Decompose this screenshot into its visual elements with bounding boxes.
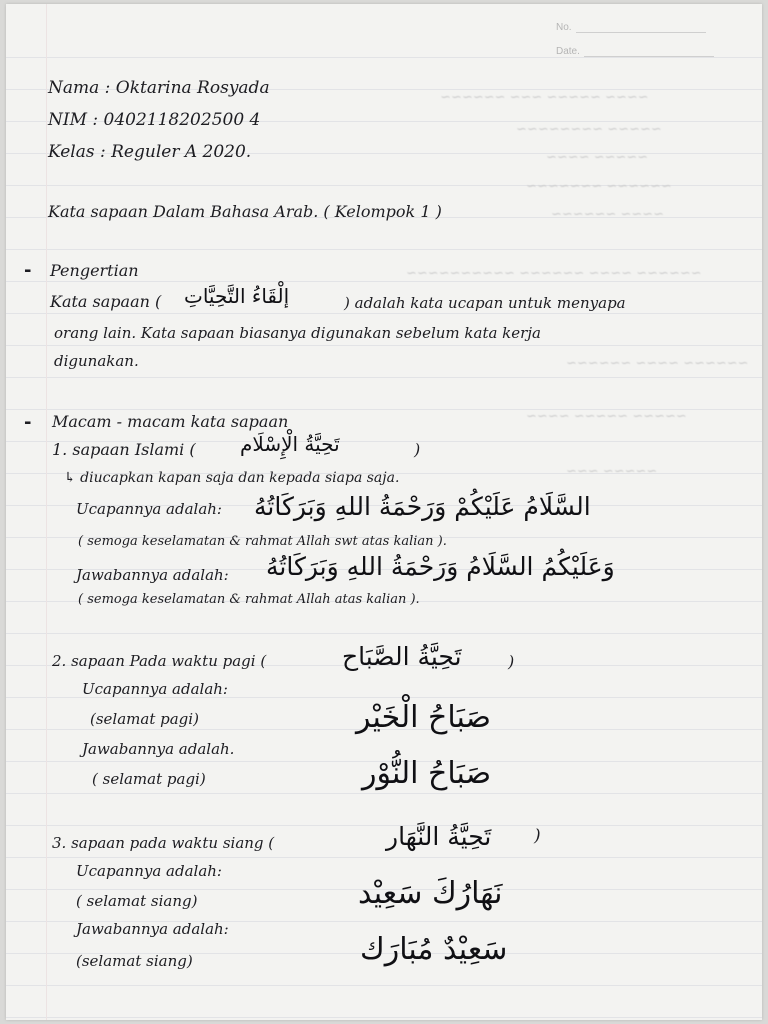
pengertian-bullet: - <box>24 260 32 281</box>
item-3-title-close: ) <box>534 826 541 846</box>
item-2-title-close: ) <box>508 652 515 671</box>
date-label: Date. <box>556 46 580 57</box>
item-2-ucapan-label: Ucapannya adalah: <box>82 680 228 698</box>
bleed-through-mark: ~~~~~~ ~~~~~~~ <box>526 179 672 194</box>
item-3-ucapan-meaning: ( selamat siang) <box>76 892 198 910</box>
bleed-through-mark: ~~~~~ ~~~ <box>566 464 658 479</box>
item-3-jawaban-arabic: سَعِيْدٌ مُبَارَك <box>360 932 508 967</box>
bleed-through-mark: ~~~~ ~~~~~~ <box>551 207 665 222</box>
bleed-through-mark: ~~~~ ~~~~~ ~~~ ~~~~~~ <box>436 90 653 105</box>
item-1-title-arabic: تَحِيَّةُ الْإِسْلَام <box>240 432 340 456</box>
item-2-jawaban-label: Jawabannya adalah. <box>82 740 235 758</box>
item-2-title-arabic: تَحِيَّةُ الصَّبَاح <box>342 642 462 671</box>
pengertian-line-1-end: ) adalah kata ucapan untuk menyapa <box>344 294 626 312</box>
macam-heading: Macam - macam kata sapaan <box>52 412 289 431</box>
bleed-through-mark: ~~~~~ ~~~~~ ~~~~ <box>526 409 687 424</box>
item-1-title: 1. sapaan Islami ( <box>52 440 196 459</box>
pengertian-line-3: digunakan. <box>54 352 139 370</box>
class-line: Kelas : Reguler A 2020. <box>48 142 252 162</box>
student-id-line: NIM : 0402118202500 4 <box>48 110 261 130</box>
item-2-jawaban-meaning: ( selamat pagi) <box>92 770 206 788</box>
item-3-ucapan-arabic: نَهَارُكَ سَعِيْد <box>358 876 503 911</box>
item-1-note: ↳ diucapkan kapan saja dan kepada siapa saja. <box>64 470 400 486</box>
item-3-jawaban-meaning: (selamat siang) <box>76 952 193 970</box>
item-3-title: 3. sapaan pada waktu siang ( <box>52 834 275 852</box>
item-2-ucapan-arabic: صَبَاحُ الْخَيْر <box>356 700 492 735</box>
item-2-jawaban-arabic: صَبَاحُ النُّوْر <box>362 756 492 791</box>
item-1-jawaban-meaning: ( semoga keselamatan & rahmat Allah atas kalian ). <box>78 592 420 607</box>
item-1-title-close: ) <box>414 440 421 459</box>
pengertian-line-1-start: Kata sapaan ( <box>50 292 162 311</box>
topic-title: Kata sapaan Dalam Bahasa Arab. ( Kelompok 1 ) <box>48 202 442 221</box>
item-3-ucapan-label: Ucapannya adalah: <box>76 862 222 880</box>
item-1-jawaban-arabic: وَعَلَيْكُمُ السَّلَامُ وَرَحْمَةُ اللهِ وَبَرَكَاتُهُ <box>266 552 615 581</box>
item-3-jawaban-label: Jawabannya adalah: <box>76 920 229 938</box>
item-1-ucapan-arabic: السَّلَامُ عَلَيْكُمْ وَرَحْمَةُ اللهِ وَبَرَكَاتُهُ <box>254 492 591 521</box>
item-1-ucapan-label: Ucapannya adalah: <box>76 500 222 518</box>
name-line: Nama : Oktarina Rosyada <box>48 78 270 98</box>
pengertian-line-2: orang lain. Kata sapaan biasanya digunakan sebelum kata kerja <box>54 324 541 342</box>
item-1-ucapan-meaning: ( semoga keselamatan & rahmat Allah swt atas kalian ). <box>78 534 447 549</box>
macam-bullet: - <box>24 412 32 433</box>
pengertian-heading: Pengertian <box>50 261 139 280</box>
bleed-through-mark: ~~~~~ ~~~~~~~~ <box>516 122 662 137</box>
number-field <box>556 22 706 33</box>
item-1-jawaban-label: Jawabannya adalah: <box>76 566 229 584</box>
pengertian-arabic-term: إلْقَاءُ التَّحِيَّاتِ <box>184 284 290 308</box>
margin-line <box>46 4 47 1020</box>
bleed-through-mark: ~~~~~~ ~~~~ ~~~~~~ <box>566 356 749 371</box>
bleed-through-mark: ~~~~~~ ~~~~ ~~~~~~ ~~~~~~~~~~ <box>406 266 702 281</box>
bleed-through-mark: ~~~~~ ~~~~ <box>546 150 649 165</box>
date-field <box>556 46 714 57</box>
item-3-title-arabic: تَحِيَّةُ النَّهَار <box>386 822 492 851</box>
number-label: No. <box>556 22 572 33</box>
item-2-title: 2. sapaan Pada waktu pagi ( <box>52 652 267 670</box>
notebook-page <box>6 4 762 1020</box>
item-2-ucapan-meaning: (selamat pagi) <box>90 710 199 728</box>
